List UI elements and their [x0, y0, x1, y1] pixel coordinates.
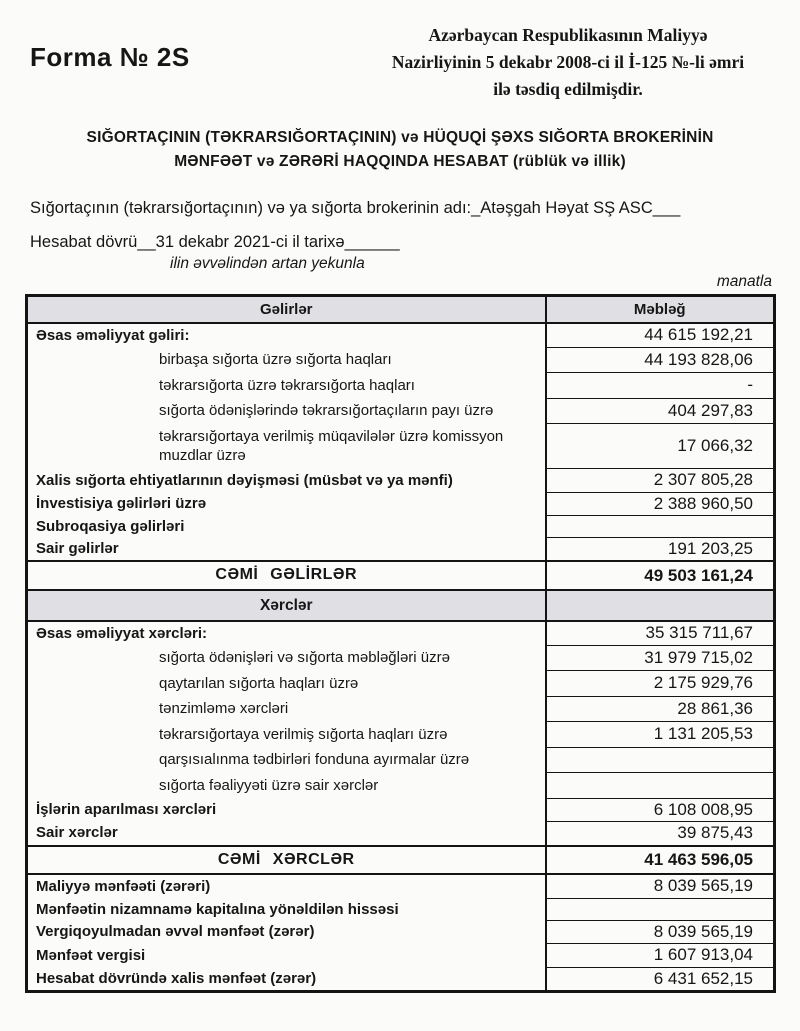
approval-line-3: ilə təsdiq edilmişdir.	[493, 79, 643, 100]
row-label: sığorta ödənişlərində təkrarsığortaçıların payı üzrə	[159, 402, 494, 420]
row-label: Xalis sığorta ehtiyatlarının dəyişməsi (müsbət və ya mənfi)	[36, 471, 453, 489]
table-row	[27, 967, 775, 991]
income-expense-table	[25, 294, 776, 993]
row-label: birbaşa sığorta üzrə sığorta haqları	[159, 351, 392, 369]
table-row	[27, 798, 775, 821]
row-label: sığorta ödənişləri və sığorta məbləğləri üzrə	[159, 649, 450, 667]
table-row	[27, 516, 775, 538]
row-value: 6 431 652,15	[546, 967, 775, 991]
approval-stamp	[362, 22, 774, 103]
row-value	[546, 898, 775, 920]
table-row	[27, 323, 775, 347]
row-label: Mənfəətin nizamnamə kapitalına yönəldilən hissəsi	[36, 900, 399, 918]
row-value: 191 203,25	[546, 538, 775, 562]
table-row	[27, 773, 775, 799]
table-header-row	[27, 296, 775, 324]
row-value: 1 607 913,04	[546, 944, 775, 967]
row-label: Mənfəət vergisi	[36, 946, 146, 964]
row-value	[546, 516, 775, 538]
row-value: 2 388 960,50	[546, 492, 775, 515]
report-title	[0, 126, 800, 174]
insurer-name-line: Sığortaçının (təkrarsığortaçının) və ya sığorta brokerinin adı:_Atəşgah Həyat SŞ ASC___	[30, 199, 681, 218]
approval-line-1: Azərbaycan Respublikasının Maliyyə	[428, 25, 708, 45]
row-value: 44 193 828,06	[546, 347, 775, 373]
table-row	[27, 645, 775, 671]
row-value: 8 039 565,19	[546, 920, 775, 943]
column-header-mebleg: Məbləğ	[546, 296, 775, 324]
table-row	[27, 822, 775, 846]
row-label: təkrarsığortaya verilmiş müqavilələr üzrə komissyon muzdlar üzrə	[159, 427, 504, 465]
report-title-line1: SIĞORTAÇININ (TƏKRARSIĞORTAÇININ) və HÜQUQİ ŞƏXS SIĞORTA BROKERİNİN	[86, 129, 714, 147]
row-value: 49 503 161,24	[546, 561, 775, 590]
table-row	[27, 846, 775, 875]
table-row	[27, 898, 775, 920]
row-value: 404 297,83	[546, 398, 775, 424]
row-value: 1 131 205,53	[546, 722, 775, 748]
table-row	[27, 424, 775, 469]
table-row	[27, 398, 775, 424]
report-title-line2: MƏNFƏƏT və ZƏRƏRİ HAQQINDA HESABAT (rüblük və illik)	[174, 153, 626, 171]
table-row	[27, 469, 775, 492]
row-label: Sair xərclər	[36, 824, 118, 842]
table-row	[27, 373, 775, 399]
row-value: 17 066,32	[546, 424, 775, 469]
row-label: Vergiqoyulmadan əvvəl mənfəət (zərər)	[36, 923, 315, 941]
column-header-gelirler: Gəlirlər	[27, 296, 546, 324]
row-label: təkrarsığortaya verilmiş sığorta haqları üzrə	[159, 725, 448, 743]
row-value: 28 861,36	[546, 696, 775, 722]
table-row	[27, 621, 775, 645]
row-value	[546, 590, 775, 621]
row-label: tənzimləmə xərcləri	[159, 700, 289, 718]
row-label: Xərclər	[27, 590, 546, 621]
table-row	[27, 696, 775, 722]
cumulative-note: ilin əvvəlindən artan yekunla	[170, 255, 365, 273]
row-label: qarşısıalınma tədbirləri fonduna ayırmalar üzrə	[159, 751, 470, 769]
row-label: təkrarsığorta üzrə təkrarsığorta haqları	[159, 376, 415, 394]
row-value: 41 463 596,05	[546, 846, 775, 875]
report-table-body	[27, 323, 775, 991]
report-period-line: Hesabat dövrü__31 dekabr 2021-ci il tarixə______	[30, 233, 400, 252]
row-label: CƏMİ XƏRCLƏR	[27, 846, 546, 875]
row-value: 2 175 929,76	[546, 671, 775, 697]
row-label: Əsas əməliyyat gəliri:	[36, 327, 190, 345]
currency-note: manatla	[716, 273, 772, 291]
row-label: sığorta fəaliyyəti üzrə sair xərclər	[159, 776, 379, 794]
row-label: Əsas əməliyyat xərcləri:	[36, 625, 208, 643]
approval-line-2: Nazirliyinin 5 dekabr 2008-ci il İ-125 №-li əmri	[391, 52, 745, 73]
row-label: Sair gəlirlər	[36, 540, 119, 558]
row-value: 44 615 192,21	[546, 323, 775, 347]
table-row	[27, 671, 775, 697]
form-number: Forma № 2S	[30, 42, 190, 72]
row-value: 2 307 805,28	[546, 469, 775, 492]
table-row	[27, 920, 775, 943]
row-label: Hesabat dövründə xalis mənfəət (zərər)	[36, 969, 317, 987]
row-label: İşlərin aparılması xərcləri	[36, 801, 217, 819]
row-value: 39 875,43	[546, 822, 775, 846]
row-label: Subroqasiya gəlirləri	[36, 517, 185, 535]
row-label: İnvestisiya gəlirləri üzrə	[36, 495, 207, 513]
row-label: Maliyyə mənfəəti (zərəri)	[36, 878, 211, 896]
table-row	[27, 561, 775, 590]
row-value	[546, 773, 775, 799]
table-row	[27, 492, 775, 515]
row-label: CƏMİ GƏLİRLƏR	[27, 561, 546, 590]
table-row	[27, 722, 775, 748]
row-value: 8 039 565,19	[546, 874, 775, 898]
row-value: 35 315 711,67	[546, 621, 775, 645]
row-value: -	[546, 373, 775, 399]
table-row	[27, 874, 775, 898]
table-row	[27, 538, 775, 562]
document-header	[0, 0, 800, 103]
table-row	[27, 347, 775, 373]
row-value: 31 979 715,02	[546, 645, 775, 671]
row-value: 6 108 008,95	[546, 798, 775, 821]
table-row	[27, 944, 775, 967]
row-label: qaytarılan sığorta haqları üzrə	[159, 674, 359, 692]
table-row	[27, 747, 775, 773]
table-row	[27, 590, 775, 621]
row-value	[546, 747, 775, 773]
